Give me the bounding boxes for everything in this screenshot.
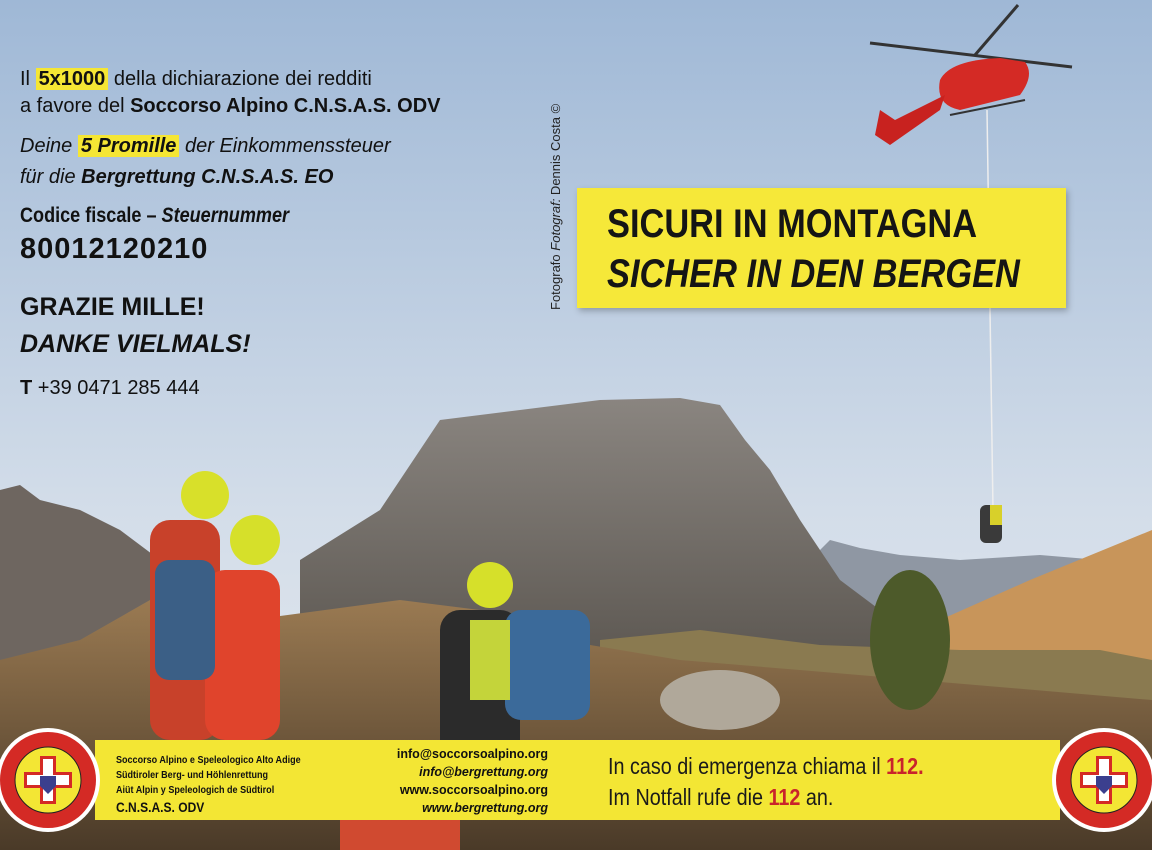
website-link[interactable]: www.soccorsoalpino.org (399, 783, 548, 797)
text: a favore del (20, 95, 125, 117)
suspended-rescuers (980, 505, 1002, 543)
thanks-it: GRAZIE MILLE! (20, 293, 205, 321)
thanks-de: DANKE VIELMALS! (20, 330, 251, 358)
org-lines (116, 753, 301, 816)
text: Fotografo (548, 254, 563, 310)
intro-it-line2 (20, 95, 441, 118)
text: Steuernummer (161, 204, 290, 227)
org-line: Soccorso Alpino e Speleologico Alto Adige (116, 754, 301, 766)
email-link[interactable]: info@bergrettung.org (419, 765, 548, 779)
text: della dichiarazione dei redditi (113, 68, 372, 90)
text: Dennis Costa © (548, 103, 563, 196)
intro-it-line1 (20, 68, 372, 91)
text: für die (20, 166, 76, 188)
text: Fotograf: (548, 198, 563, 251)
headline-de: SICHER IN DEN BERGEN (607, 252, 1020, 296)
text: Im Notfall rufe die (608, 784, 764, 810)
emergency-number: 112 (768, 784, 801, 810)
tax-label (20, 204, 289, 228)
text: Codice fiscale – (20, 204, 157, 227)
text: In caso di emergenza chiama il (608, 753, 881, 779)
org-name: Soccorso Alpino C.N.S.A.S. ODV (130, 95, 441, 117)
phone (20, 377, 200, 400)
intro-de-line1 (20, 135, 391, 158)
text: Il (20, 68, 30, 90)
tax-number: 80012120210 (20, 233, 209, 265)
highlight-5-promille: 5 Promille (78, 135, 180, 157)
footer-bar (95, 740, 1060, 820)
text: Deine (20, 135, 73, 157)
phone-number: +39 0471 285 444 (37, 377, 200, 399)
headline-box (577, 188, 1066, 308)
org-short: C.N.S.A.S. ODV (116, 799, 205, 815)
org-line: Aiüt Alpin y Speleologich de Südtirol (116, 784, 275, 796)
highlight-5x1000: 5x1000 (36, 68, 109, 90)
org-name-de: Bergrettung C.N.S.A.S. EO (81, 166, 334, 188)
email-link[interactable]: info@soccorsoalpino.org (396, 747, 548, 761)
website-link[interactable]: www.bergrettung.org (422, 801, 548, 815)
emergency-it (608, 753, 924, 780)
photo-credit (548, 104, 563, 310)
phone-label: T (20, 377, 33, 399)
org-line: Südtiroler Berg- und Höhlenrettung (116, 769, 269, 781)
headline-it: SICURI IN MONTAGNA (607, 202, 978, 246)
text: an. (805, 784, 834, 810)
emergency-de (608, 784, 833, 811)
cnsas-logo-right (1052, 728, 1152, 832)
intro-de-line2 (20, 166, 333, 189)
cnsas-logo-left (0, 728, 100, 832)
contacts (397, 745, 548, 817)
emergency-number: 112. (886, 753, 924, 779)
text: der Einkommenssteuer (185, 135, 391, 157)
